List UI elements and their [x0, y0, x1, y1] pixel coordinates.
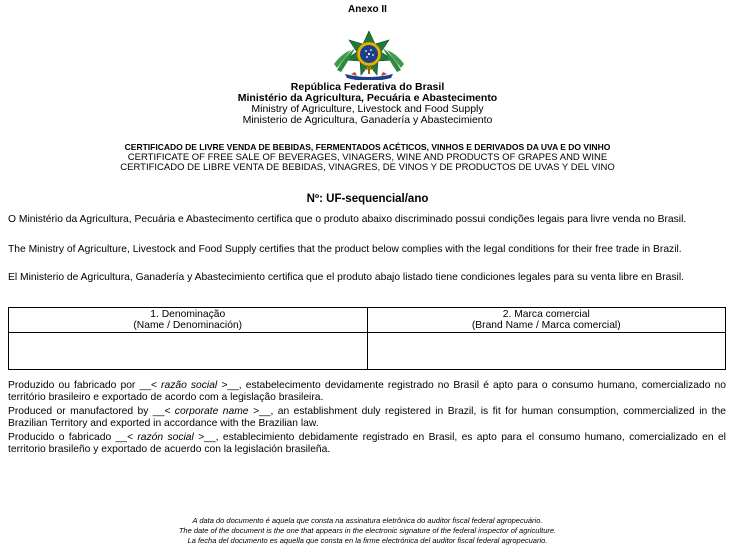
produced-en-before: Produced or manufactored by __	[8, 406, 165, 417]
intro-pt: O Ministério da Agricultura, Pecuária e Abastecimento certifica que o produto abaixo discriminado possui condições legais para livre venda no Brasil.	[8, 214, 687, 225]
certificate-title	[30, 142, 705, 174]
product-table-header	[9, 308, 726, 333]
column-header-denomination	[9, 308, 368, 333]
header-ministry-pt: Ministério da Agricultura, Pecuária e Abastecimento	[237, 92, 498, 104]
intro-es: El Ministerio de Agricultura, Ganadería y Abastecimiento certifica que el produto abajo listado tiene condiciones legales para su venta libre en Brasil.	[8, 272, 684, 283]
produced-pt-after: __, estabelecimento devidamente registrado no Brasil é apto para o consumo humano, comercializado no território brasileiro e exportado de acordo com a legislação brasileira.	[8, 380, 726, 403]
document-date-note	[0, 516, 735, 546]
produced-en	[8, 406, 726, 429]
intro-en: The Ministry of Agriculture, Livestock and Food Supply certifies that the product below complies with the legal conditions for their free trade in Brazil.	[8, 244, 682, 255]
produced-es-after: __, establecimiento debidamente registrado en Brasil, es apto para el consumo humano, comercializado en el territorio brasileño y exportado de acuerdo con la legislación brasileña.	[8, 432, 726, 455]
date-note-pt: A data do documento é aquela que consta na assinatura eletrônica do auditor fiscal federal agropecuário.	[192, 516, 543, 525]
produced-en-field: < corporate name >	[164, 406, 259, 417]
product-table	[8, 307, 726, 370]
produced-pt	[8, 380, 726, 403]
denomination-label: 1. Denominação	[150, 309, 226, 320]
certificate-title-en: CERTIFICATE OF FREE SALE OF BEVERAGES, VINAGERS, WINE AND PRODUCTS OF GRAPES AND WINE	[127, 151, 608, 163]
produced-pt-field: < razão social >	[150, 380, 228, 391]
brand-label: 2. Marca comercial	[502, 309, 590, 320]
date-note-es: La fecha del documento es aquella que consta en la firme electrónica del auditor fiscal federal agropecuario.	[187, 536, 548, 545]
produced-es-field: < razón social >	[126, 432, 205, 443]
produced-en-after: __, an establishment duly registered in Brazil, is fit for human consumption, commercialized in the Brazilian Territory and exported in accordance with the Brazilian law.	[8, 406, 726, 429]
header-ministry-es: Ministerio de Agricultura, Ganadería y Abastecimiento	[242, 114, 493, 126]
table-row	[9, 333, 726, 370]
certificate-title-es: CERTIFICADO DE LIBRE VENTA DE BEBIDAS, VINAGRES, DE VINOS Y DE PRODUCTOS DE UVAS Y DEL VINO	[120, 162, 615, 173]
produced-es-before: Producido o fabricado __	[8, 432, 127, 443]
annex-title: Anexo II	[348, 4, 387, 15]
date-note-en: The date of the document is the one that appears in the electronic signature of the federal inspector of agriculture.	[178, 526, 557, 535]
certificate-title-pt: CERTIFICADO DE LIVRE VENDA DE BEBIDAS, FERMENTADOS ACÉTICOS, VINHOS E DERIVADOS DA UVA E DO VINHO	[124, 142, 611, 152]
brand-sublabel: (Brand Name / Marca comercial)	[471, 320, 621, 331]
brand-cell	[367, 333, 726, 370]
produced-pt-before: Produzido ou fabricado por __	[8, 380, 151, 391]
header-republic: República Federativa do Brasil	[290, 81, 445, 93]
produced-es	[8, 432, 726, 455]
denomination-cell	[9, 333, 368, 370]
column-header-brand	[367, 308, 726, 333]
certificate-number: Nº: UF-sequencial/ano	[306, 193, 429, 205]
denomination-sublabel: (Name / Denominación)	[133, 320, 243, 331]
ministry-header	[0, 82, 735, 126]
header-ministry-en: Ministry of Agriculture, Livestock and Food Supply	[251, 103, 484, 115]
brazil-coat-of-arms-icon	[331, 30, 407, 80]
